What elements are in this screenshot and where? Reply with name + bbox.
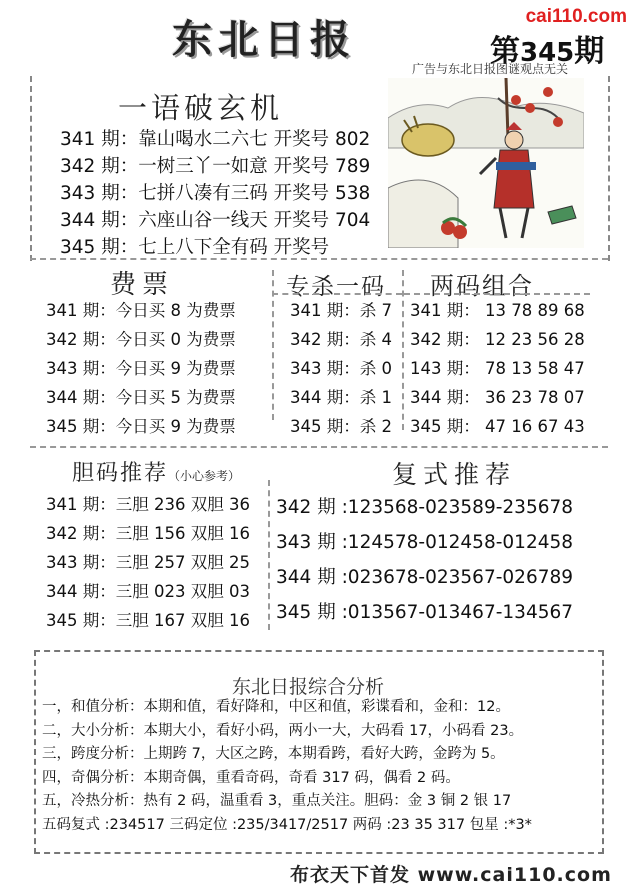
- divider: [268, 480, 270, 630]
- pair-title: 两码组合: [430, 272, 534, 300]
- dan-row: 341 期：三胆 236 双胆 36: [46, 495, 250, 514]
- riddle-row: 344 期：六座山谷一线天 开奖号 704: [60, 210, 371, 231]
- divider: [272, 293, 402, 295]
- analysis-row: 五码复式 :234517 三码定位 :235/3417/2517 两码 :23 35 317 包星 :*3*: [42, 816, 532, 833]
- riddle-row: 345 期：七上八下全有码 开奖号: [60, 237, 330, 258]
- masthead-title: 东北日报: [172, 16, 356, 63]
- fushi-row: 343 期 :124578-012458-012458: [276, 532, 574, 553]
- pair-row: 344 期： 36 23 78 07: [410, 388, 585, 407]
- kill-row: 343 期：杀 0: [290, 359, 392, 378]
- issue-suffix: 期: [574, 34, 605, 69]
- riddle-title: 一语破玄机: [118, 91, 284, 125]
- fushi-list: [276, 490, 573, 630]
- pair-row: 143 期： 78 13 58 47: [410, 359, 585, 378]
- divider: [30, 258, 608, 260]
- farmer-illustration-svg: [388, 78, 584, 248]
- dan-row: 342 期：三胆 156 双胆 16: [46, 524, 250, 543]
- fushi-row: 345 期 :013567-013467-134567: [276, 602, 574, 623]
- fushi-title: 复式推荐: [392, 460, 517, 489]
- kill-row: 345 期：杀 2: [290, 417, 392, 436]
- dan-subtitle: （小心参考）: [168, 469, 241, 483]
- riddle-row: 342 期：一树三丫一如意 开奖号 789: [60, 156, 371, 177]
- analysis-list: [42, 696, 532, 838]
- pair-list: [410, 296, 585, 441]
- pair-row: 345 期： 47 16 67 43: [410, 417, 585, 436]
- issue-prefix: 第: [490, 34, 520, 69]
- fee-row: 345 期：今日买 9 为费票: [46, 417, 236, 436]
- fee-row: 344 期：今日买 5 为费票: [46, 388, 236, 407]
- footer-text: 布衣天下首发 www.cai110.com: [290, 864, 612, 886]
- kill-row: 341 期：杀 7: [290, 301, 392, 320]
- disclaimer: 广告与东北日报图谜观点无关: [412, 62, 569, 76]
- fee-title: 费票: [110, 270, 175, 300]
- analysis-row: 四，奇偶分析：本期奇偶，重看奇码，奇看 317 码，偶看 2 码。: [42, 769, 460, 786]
- analysis-title: 东北日报综合分析: [232, 676, 385, 698]
- divider: [404, 293, 590, 295]
- analysis-row: 一，和值分析：本期和值，看好降和，中区和值，彩谍看和，金和：12。: [42, 699, 510, 715]
- site-url[interactable]: cai110.com: [525, 6, 627, 27]
- riddle-row: 341 期：靠山喝水二六七 开奖号 802: [60, 129, 371, 150]
- analysis-row: 三，跨度分析：上期跨 7，大区之跨，本期看跨，看好大跨，金跨为 5。: [42, 746, 505, 763]
- fee-row: 341 期：今日买 8 为费票: [46, 301, 236, 320]
- kill-row: 342 期：杀 4: [290, 330, 392, 349]
- fushi-row: 344 期 :023678-023567-026789: [276, 567, 574, 588]
- fee-list: [46, 296, 236, 441]
- kill-list: [290, 296, 392, 441]
- analysis-row: 五，冷热分析：热有 2 码，温重看 3，重点关注。胆码：金 3 铜 2 银 17: [42, 793, 512, 810]
- kill-title: 专杀一码: [286, 274, 386, 300]
- dan-row: 344 期：三胆 023 双胆 03: [46, 582, 250, 601]
- kill-row: 344 期：杀 1: [290, 388, 392, 407]
- dan-row: 345 期：三胆 167 双胆 16: [46, 611, 250, 630]
- fushi-row: 342 期 :123568-023589-235678: [276, 497, 574, 518]
- riddle-row: 343 期：七拼八凑有三码 开奖号 538: [60, 183, 371, 204]
- fee-row: 343 期：今日买 9 为费票: [46, 359, 236, 378]
- dan-row: 343 期：三胆 257 双胆 25: [46, 553, 250, 572]
- pair-row: 342 期： 12 23 56 28: [410, 330, 585, 349]
- analysis-row: 二，大小分析：本期大小，看好小码，两小一大，大码看 17，小码看 23。: [42, 722, 524, 739]
- dan-list: [46, 490, 250, 635]
- pair-row: 341 期： 13 78 89 68: [410, 301, 585, 320]
- dan-title-text: 胆码推荐: [72, 461, 169, 486]
- farmer-illustration: [388, 78, 584, 248]
- issue-number: 345: [520, 38, 575, 68]
- fee-row: 342 期：今日买 0 为费票: [46, 330, 236, 349]
- dan-title: [72, 456, 240, 487]
- riddle-list: [60, 126, 370, 261]
- divider: [30, 446, 608, 448]
